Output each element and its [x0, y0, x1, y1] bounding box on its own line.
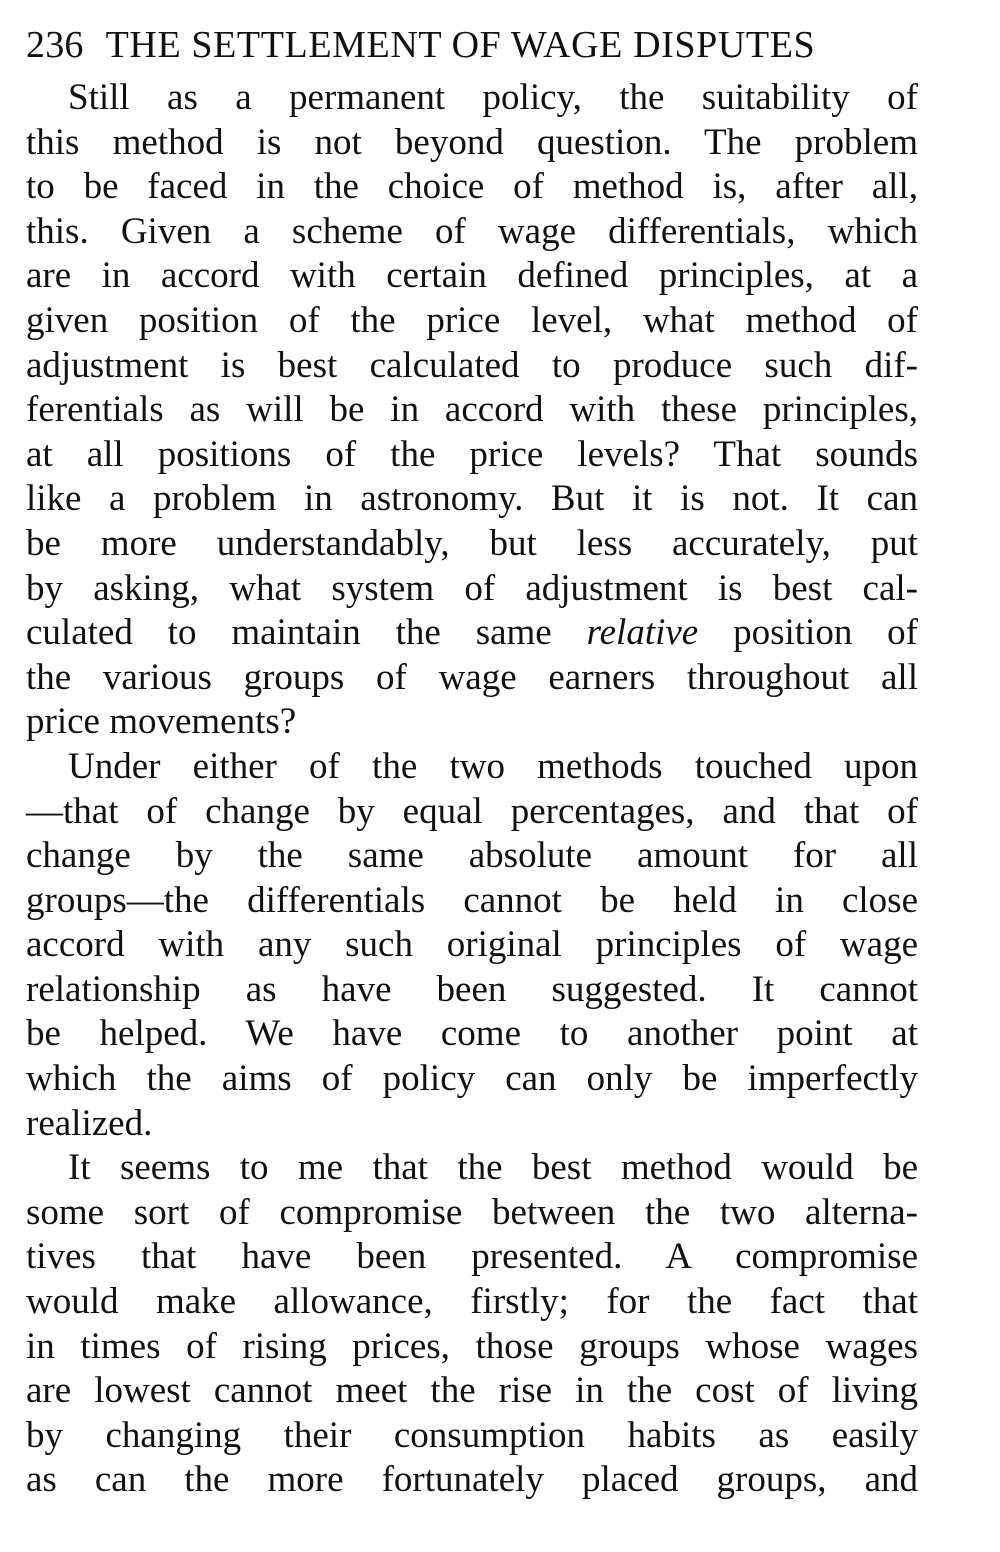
text-line: groups—the differentials cannot be held in close [26, 879, 918, 921]
text-segment: position of [698, 612, 919, 654]
running-head-title: THE SETTLEMENT OF WAGE DISPUTES [105, 24, 816, 66]
text-line: relationship as have been suggested. It cannot [26, 968, 918, 1010]
paragraph-3 [26, 1146, 918, 1503]
text-line: by changing their consumption habits as easily [26, 1414, 918, 1456]
text-line: in times of rising prices, those groups whose wages [26, 1325, 918, 1367]
text-line: at all positions of the price levels? That sounds [26, 433, 918, 475]
book-page [26, 14, 918, 1503]
text-line: It seems to me that the best method would be [68, 1147, 918, 1189]
text-line: some sort of compromise between the two alterna- [26, 1191, 918, 1233]
text-line: —that of change by equal percentages, and that of [26, 790, 918, 832]
text-line: Under either of the two methods touched upon [68, 745, 918, 787]
text-segment: culated to maintain the same [26, 612, 587, 654]
text-line: be helped. We have come to another point at [26, 1013, 918, 1055]
text-line: realized. [26, 1102, 153, 1144]
text-line: this method is not beyond question. The problem [26, 121, 918, 163]
text-line: price movements? [26, 701, 297, 743]
text-line: as can the more fortunately placed groups, and [26, 1459, 918, 1501]
text-line: given position of the price level, what method of [26, 299, 918, 341]
text-line: Still as a permanent policy, the suitability of [68, 77, 918, 118]
text-line: this. Given a scheme of wage differentials, which [26, 210, 918, 252]
text-line: which the aims of policy can only be imperfectly [26, 1058, 918, 1100]
text-line: would make allowance, firstly; for the fact that [26, 1281, 918, 1323]
text-line: adjustment is best calculated to produce such dif- [26, 344, 918, 386]
text-line: be more understandably, but less accurately, put [26, 522, 918, 564]
paragraph-1 [26, 76, 918, 745]
text-line: ferentials as will be in accord with these principles, [26, 389, 918, 431]
text-line: by asking, what system of adjustment is best cal- [26, 567, 918, 609]
text-line: accord with any such original principles of wage [26, 924, 918, 966]
text-line: like a problem in astronomy. But it is not. It can [26, 478, 918, 520]
running-head [26, 14, 918, 76]
text-line: the various groups of wage earners throughout all [26, 656, 918, 698]
paragraph-2 [26, 745, 918, 1146]
text-line: tives that have been presented. A compromise [26, 1236, 918, 1278]
text-line: change by the same absolute amount for all [26, 835, 918, 877]
text-line: are in accord with certain defined principles, at a [26, 255, 918, 297]
text-line: to be faced in the choice of method is, after all, [26, 166, 918, 208]
italic-emphasis: relative [586, 612, 699, 654]
page-number: 236 [26, 24, 84, 66]
text-line: are lowest cannot meet the rise in the cost of living [26, 1370, 918, 1412]
text-line-with-emphasis [26, 611, 918, 656]
